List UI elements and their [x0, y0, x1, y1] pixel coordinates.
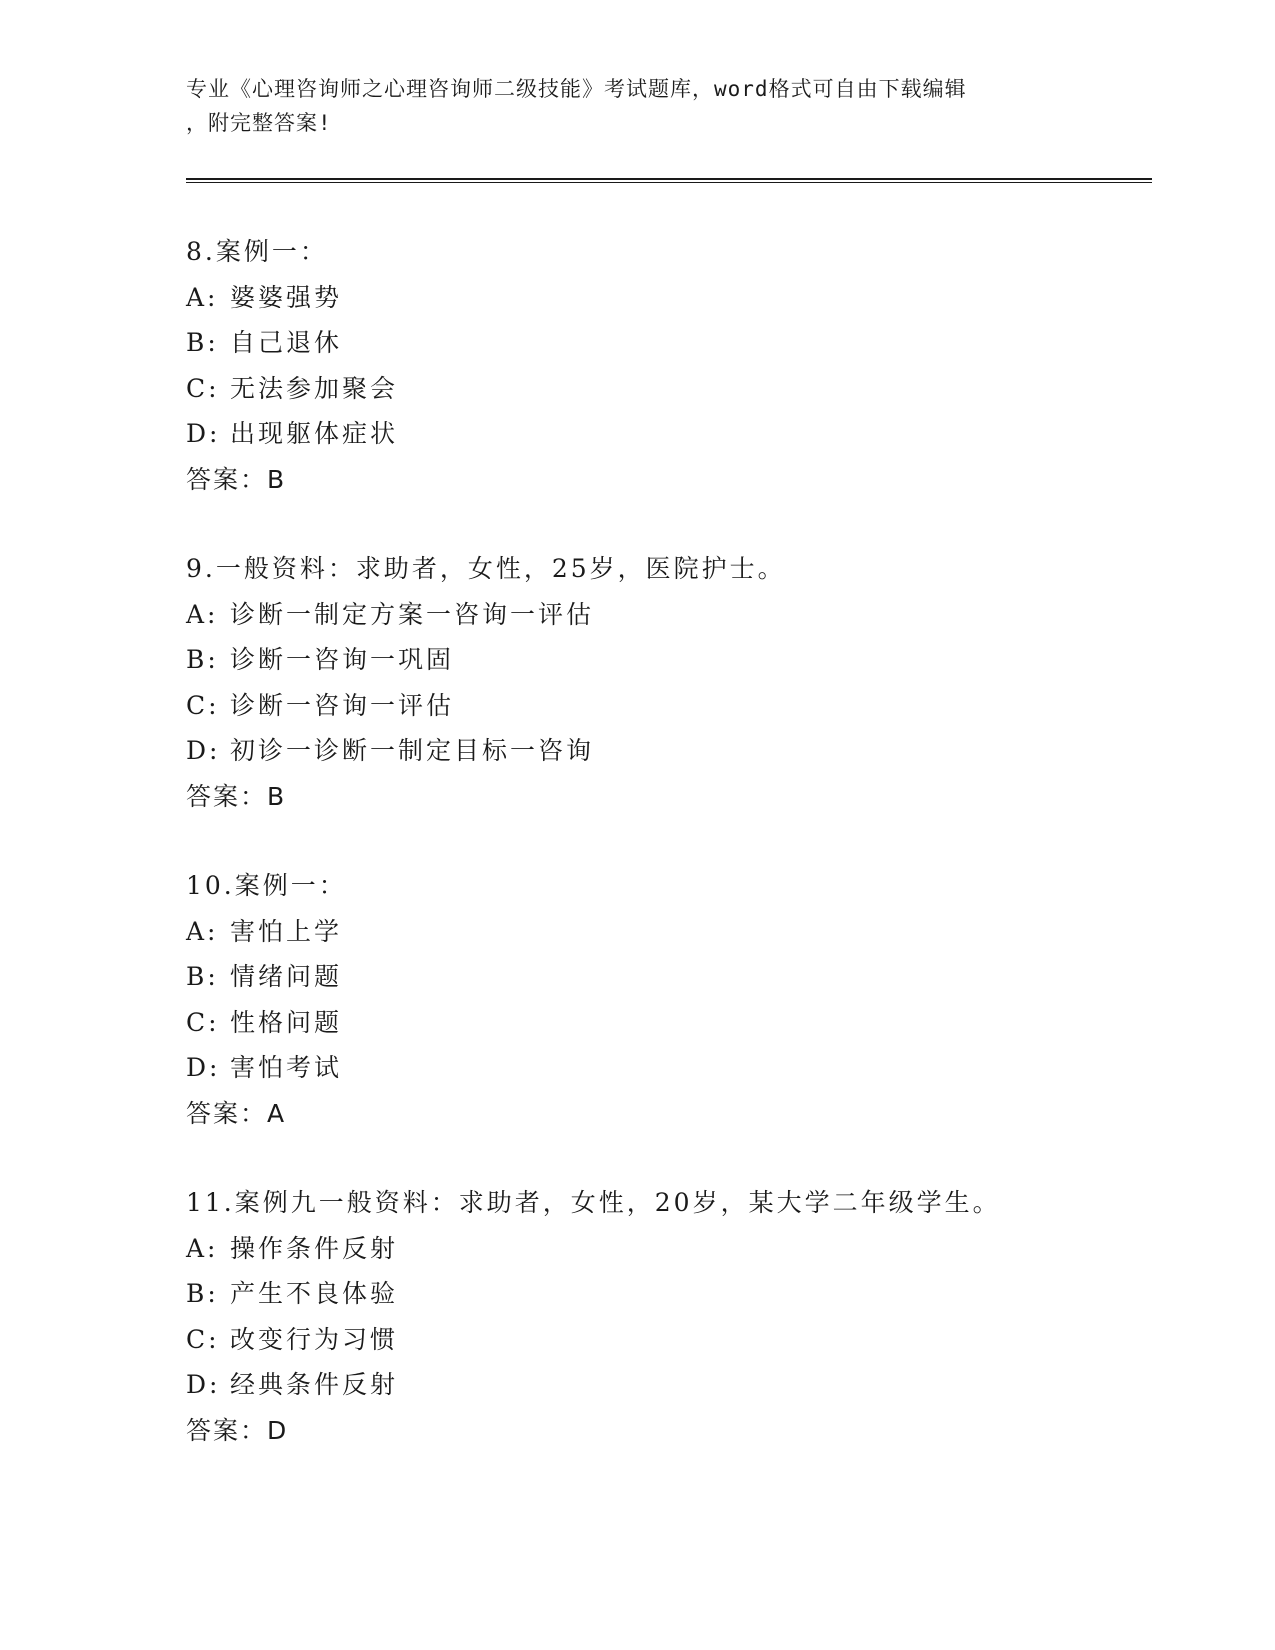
- header-divider-thick: [186, 178, 1152, 180]
- answer-line: 答案：D: [186, 1415, 289, 1445]
- option-text: 诊断一咨询一巩固: [230, 645, 455, 674]
- option-text: 情绪问题: [230, 962, 343, 991]
- answer-line: 答案：B: [186, 781, 287, 811]
- option-a: [186, 909, 1146, 955]
- question-block-8: [186, 229, 1146, 502]
- option-b: [186, 1271, 1146, 1317]
- option-text: 产生不良体验: [230, 1279, 399, 1308]
- header-line-2: ，附完整答案!: [186, 111, 332, 135]
- option-text: 婆婆强势: [230, 282, 343, 312]
- option-letter: C:: [186, 1324, 220, 1354]
- option-text: 初诊一诊断一制定目标一咨询: [230, 736, 595, 765]
- option-text: 害怕考试: [230, 1053, 343, 1082]
- question-stem: 11.案例九一般资料：求助者，女性，20岁，某大学二年级学生。: [186, 1188, 1001, 1217]
- option-letter: A:: [186, 916, 219, 946]
- option-letter: C:: [186, 1007, 220, 1037]
- option-letter: D:: [186, 736, 221, 765]
- option-letter: B:: [186, 645, 219, 674]
- answer-line: 答案：B: [186, 464, 287, 494]
- option-letter: B:: [186, 962, 219, 991]
- question-block-11: [186, 1180, 1146, 1453]
- option-text: 经典条件反射: [230, 1370, 399, 1399]
- option-text: 操作条件反射: [230, 1233, 399, 1263]
- option-c: [186, 366, 1146, 412]
- option-letter: C:: [186, 373, 220, 403]
- option-text: 自己退休: [230, 328, 343, 357]
- option-text: 改变行为习惯: [230, 1324, 399, 1354]
- document-header: [186, 72, 1086, 140]
- option-d: [186, 728, 1146, 774]
- option-c: [186, 1000, 1146, 1046]
- option-a: [186, 592, 1146, 638]
- question-stem: 8.案例一：: [186, 237, 328, 266]
- option-b: [186, 954, 1146, 1000]
- option-letter: D:: [186, 1053, 221, 1082]
- option-letter: A:: [186, 1233, 219, 1263]
- option-letter: C:: [186, 690, 220, 720]
- option-d: [186, 1362, 1146, 1408]
- option-d: [186, 1045, 1146, 1091]
- question-stem: 10.案例一：: [186, 871, 347, 900]
- option-text: 害怕上学: [230, 916, 343, 946]
- question-stem: 9.一般资料：求助者，女性，25岁，医院护士。: [186, 554, 786, 583]
- header-line-1: 专业《心理咨询师之心理咨询师二级技能》考试题库，word格式可自由下载编辑: [186, 77, 967, 101]
- option-c: [186, 683, 1146, 729]
- option-text: 性格问题: [230, 1007, 343, 1037]
- option-letter: B:: [186, 1279, 219, 1308]
- option-letter: A:: [186, 282, 219, 312]
- question-block-10: [186, 863, 1146, 1136]
- option-text: 诊断一咨询一评估: [230, 690, 455, 720]
- option-b: [186, 637, 1146, 683]
- option-letter: A:: [186, 599, 219, 629]
- question-block-9: [186, 546, 1146, 819]
- option-a: [186, 1226, 1146, 1272]
- option-text: 出现躯体症状: [230, 419, 399, 448]
- option-a: [186, 275, 1146, 321]
- option-letter: D:: [186, 1370, 221, 1399]
- header-divider-thin: [186, 182, 1152, 183]
- option-d: [186, 411, 1146, 457]
- option-letter: B:: [186, 328, 219, 357]
- option-text: 诊断一制定方案一咨询一评估: [230, 599, 595, 629]
- option-text: 无法参加聚会: [230, 373, 399, 403]
- option-c: [186, 1317, 1146, 1363]
- answer-line: 答案：A: [186, 1098, 287, 1128]
- option-b: [186, 320, 1146, 366]
- option-letter: D:: [186, 419, 221, 448]
